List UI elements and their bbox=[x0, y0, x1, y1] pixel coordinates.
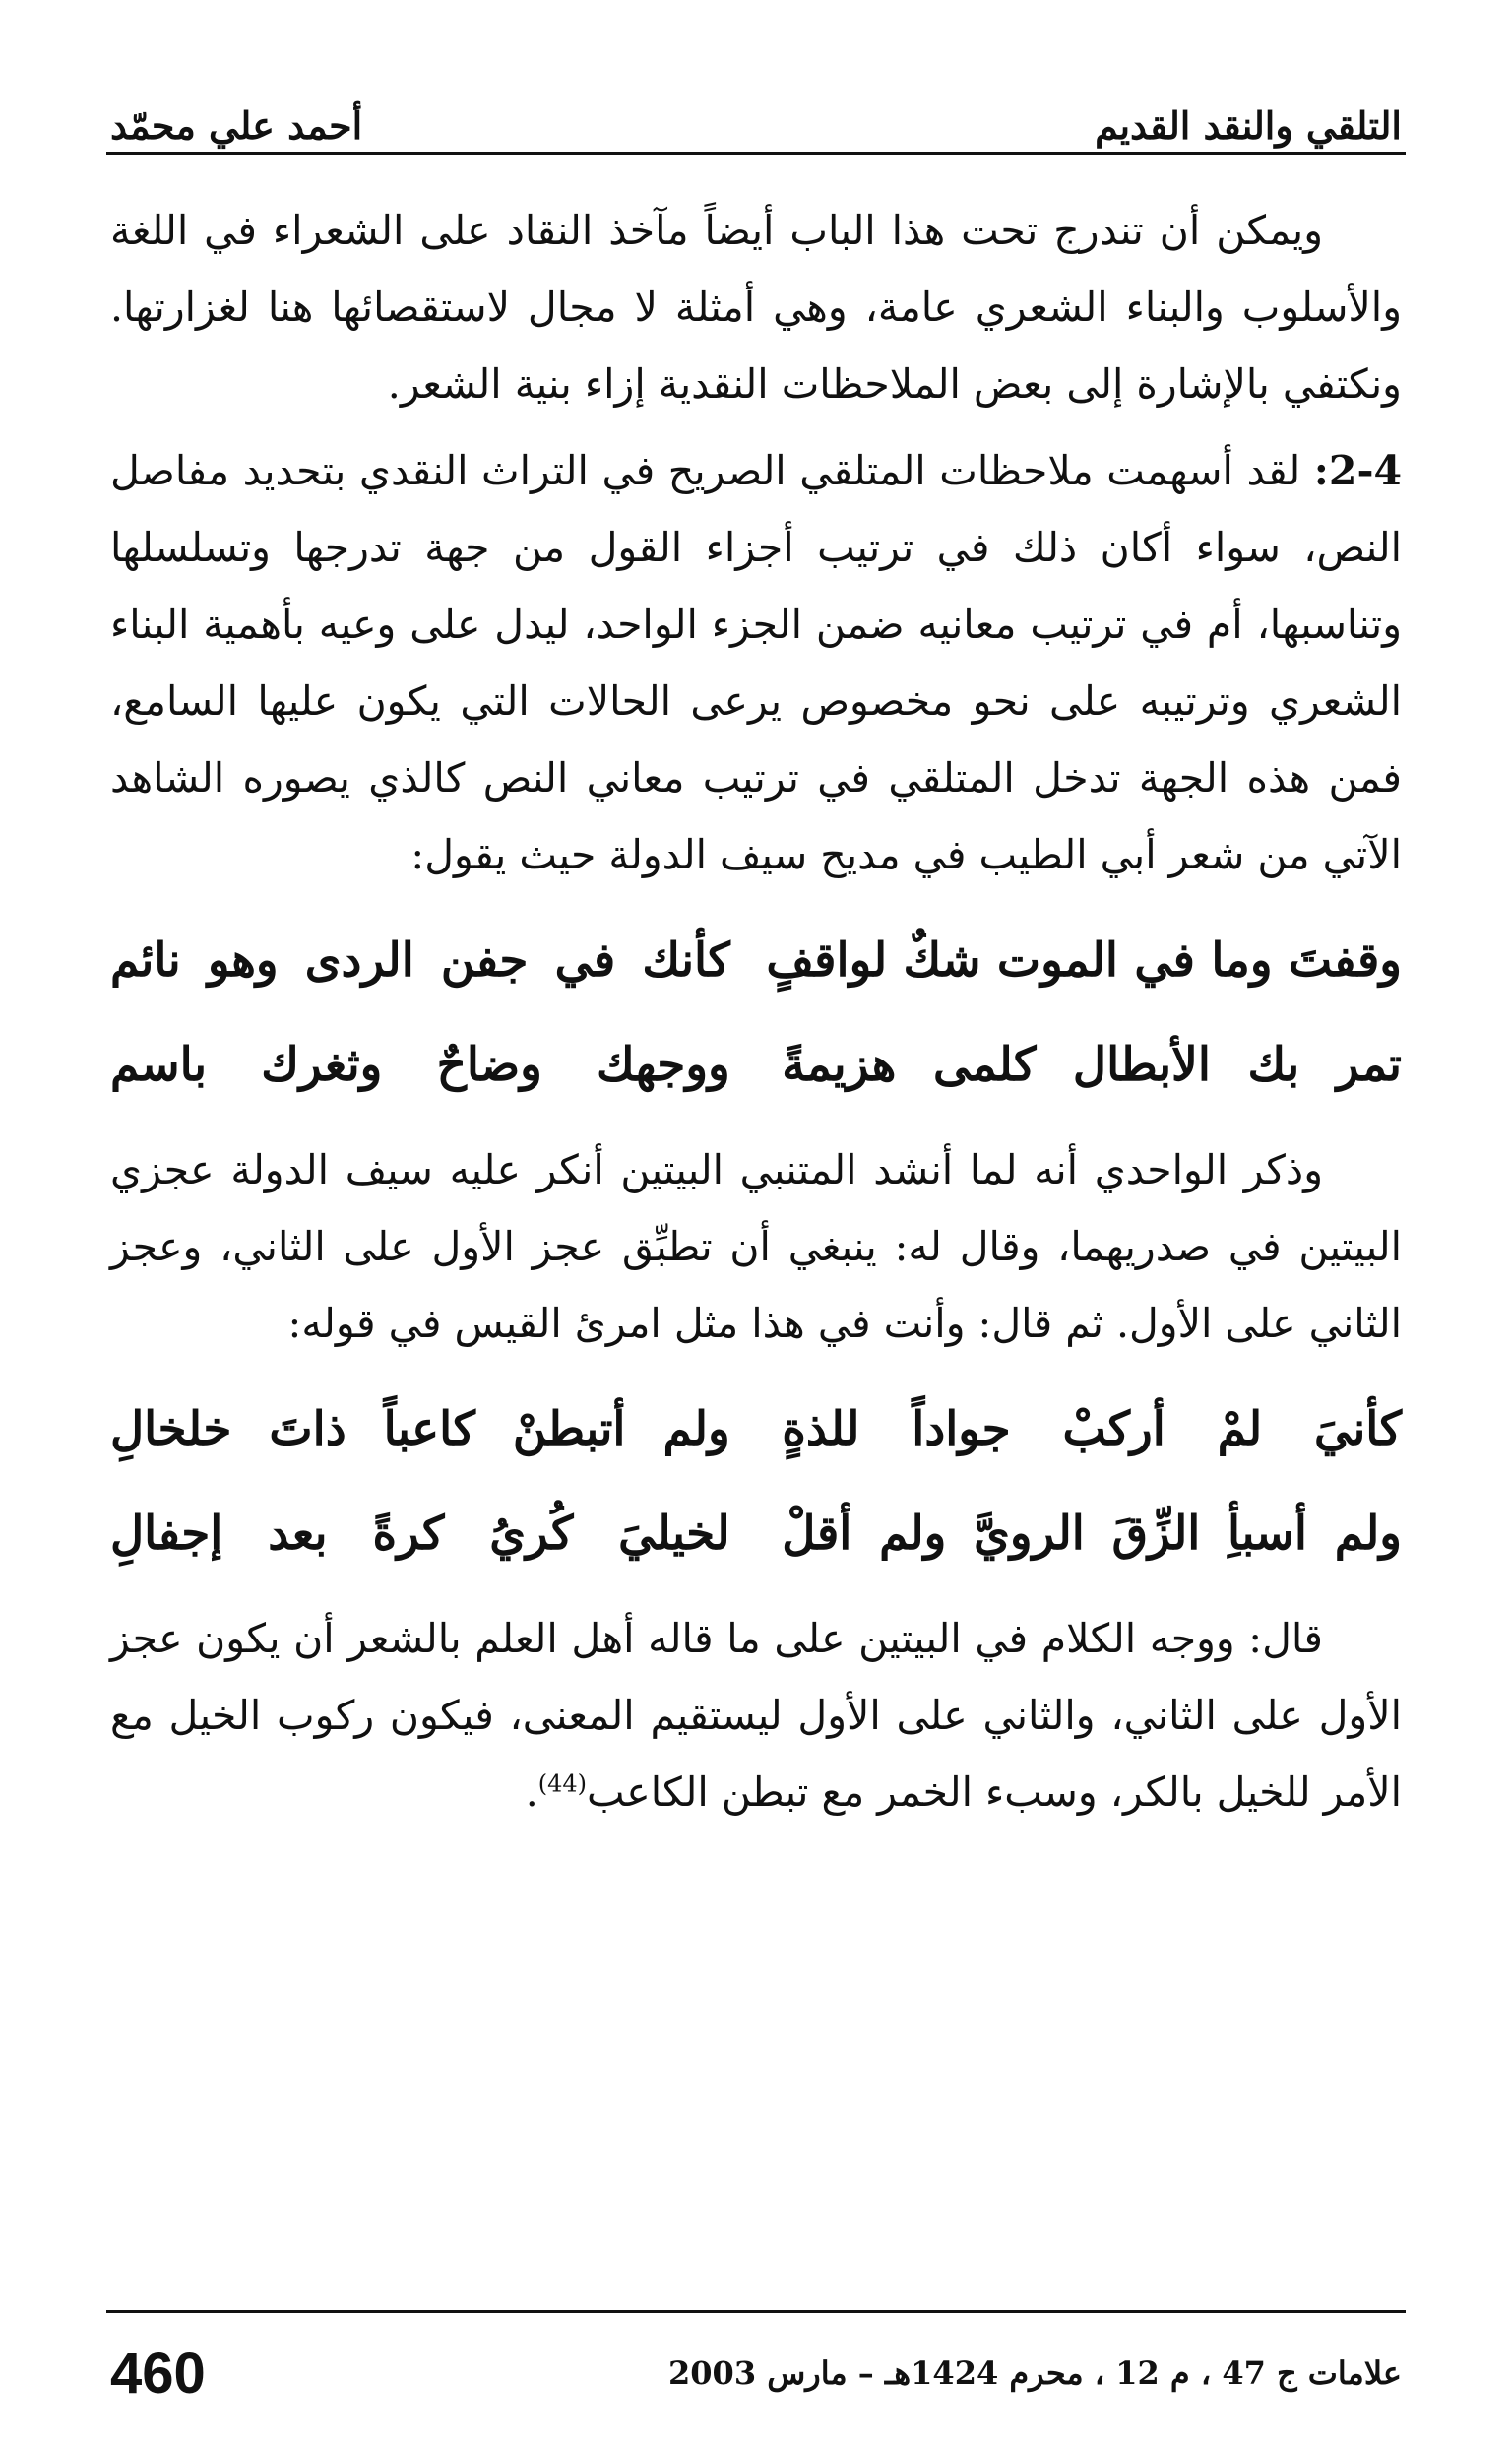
paragraph-4-text: قال: ووجه الكلام في البيتين على ما قاله أهل العلم بالشعر أن يكون عجز الأول على الثاني، والثاني على الأول ليستقيم المعنى، فيكون ركوب الخيل مع الأمر للخيل بالكر، وسبء الخمر مع تبطن الكاعب bbox=[110, 1615, 1402, 1816]
verse-hemistich-first: ولم أسبأِ الزِّقَ الرويَّ ولم أقلْ bbox=[782, 1507, 1402, 1561]
verse-hemistich-second: لخيليَ كُريُ كرةً بعد إجفالِ bbox=[110, 1507, 730, 1561]
paragraph-4-end: . bbox=[525, 1768, 538, 1816]
verse-hemistich-second: كأنك في جفن الردى وهو نائم bbox=[110, 933, 730, 988]
verse-hemistich-second: ووجهك وضاحٌ وثغرك باسم bbox=[110, 1038, 730, 1092]
verse-block-1 bbox=[110, 909, 1402, 1118]
journal-info: علامات ج 47 ، م 12 ، محرم 1424هـ – مارس 2003 bbox=[668, 2354, 1402, 2392]
verse-hemistich-second: ولم أتبطنْ كاعباً ذاتَ خلخالِ bbox=[110, 1402, 730, 1456]
verse-line bbox=[110, 1378, 1402, 1482]
author-name: أحمد علي محمّد bbox=[110, 103, 363, 148]
verse-hemistich-first: وقفتَ وما في الموت شكٌ لواقفٍ bbox=[766, 933, 1402, 988]
verse-block-2 bbox=[110, 1378, 1402, 1586]
book-title: التلقي والنقد القديم bbox=[1095, 103, 1402, 148]
header-divider bbox=[106, 152, 1406, 155]
verse-hemistich-first: كأنيَ لمْ أركبْ جواداً للذةٍ bbox=[782, 1402, 1402, 1456]
page-number: 460 bbox=[110, 2341, 206, 2406]
paragraph-2 bbox=[110, 432, 1402, 893]
paragraph-3: وذكر الواحدي أنه لما أنشد المتنبي البيتين أنكر عليه سيف الدولة عجزي البيتين في صدريهما، وقال له: ينبغي أن تطبِّق عجز الأول على الثاني، وعجز الثاني على الأول. ثم قال: وأنت في هذا مثل امرئ القيس في قوله: bbox=[110, 1146, 1402, 1347]
verse-line bbox=[110, 1482, 1402, 1586]
verse-hemistich-first: تمر بك الأبطال كلمى هزيمةً bbox=[782, 1038, 1402, 1092]
page-footer bbox=[110, 2334, 1402, 2412]
body-text bbox=[110, 192, 1402, 1840]
paragraph-4 bbox=[110, 1600, 1402, 1831]
section-number: 2-4: bbox=[1313, 447, 1402, 494]
footnote-reference[interactable]: (44) bbox=[537, 1769, 588, 1798]
footer-divider bbox=[106, 2310, 1406, 2313]
paragraph-2-text: لقد أسهمت ملاحظات المتلقي الصريح في التراث النقدي بتحديد مفاصل النص، سواء أكان ذلك في ترتيب أجزاء القول من جهة تدرجها وتسلسلها وتناسبها، أم في ترتيب معانيه ضمن الجزء الواحد، ليدل على وعيه بأهمية البناء الشعري وترتيبه على نحو مخصوص يرعى الحالات التي يكون عليها السامع، فمن هذه الجهة تدخل المتلقي في ترتيب معاني النص كالذي يصوره الشاهد الآتي من شعر أبي الطيب في مديح سيف الدولة حيث يقول: bbox=[110, 447, 1402, 878]
verse-line bbox=[110, 909, 1402, 1013]
running-header bbox=[110, 79, 1402, 148]
paragraph-1: ويمكن أن تندرج تحت هذا الباب أيضاً مآخذ النقاد على الشعراء في اللغة والأسلوب والبناء الشعري عامة، وهي أمثلة لا مجال لاستقصائها هنا لغزارتها. ونكتفي بالإشارة إلى بعض الملاحظات النقدية إزاء بنية الشعر. bbox=[110, 207, 1402, 408]
verse-line bbox=[110, 1013, 1402, 1118]
